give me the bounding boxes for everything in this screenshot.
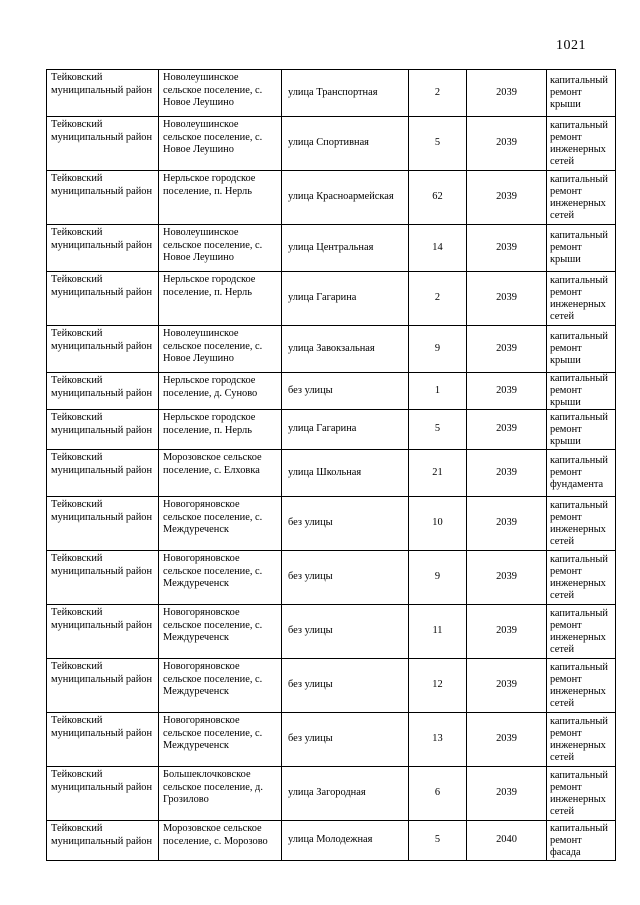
street-cell: без улицы [282, 659, 409, 713]
settlement-cell: Нерльское городское поселение, п. Нерль [159, 272, 282, 326]
work-type-cell: капитальный ремонт инженерных сетей [547, 117, 616, 171]
house-number-cell: 9 [409, 326, 467, 373]
street-cell: без улицы [282, 497, 409, 551]
settlement-cell: Нерльское городское поселение, п. Нерль [159, 410, 282, 450]
street-cell: без улицы [282, 551, 409, 605]
year-cell: 2039 [467, 171, 547, 225]
work-type-cell: капитальный ремонт инженерных сетей [547, 551, 616, 605]
district-cell: Тейковский муниципальный район [47, 821, 159, 861]
table-row [47, 497, 616, 551]
work-type-cell: капитальный ремонт фундамента [547, 450, 616, 497]
street-cell: улица Красноармейская [282, 171, 409, 225]
district-cell: Тейковский муниципальный район [47, 497, 159, 551]
district-cell: Тейковский муниципальный район [47, 373, 159, 410]
work-type-cell: капитальный ремонт фасада [547, 821, 616, 861]
work-type-cell: капитальный ремонт крыши [547, 326, 616, 373]
settlement-cell: Нерльское городское поселение, д. Суново [159, 373, 282, 410]
settlement-cell: Новогоряновское сельское поселение, с. Междуреченск [159, 551, 282, 605]
table-row [47, 450, 616, 497]
year-cell: 2039 [467, 605, 547, 659]
house-number-cell: 2 [409, 70, 467, 117]
year-cell: 2039 [467, 767, 547, 821]
table-row [47, 70, 616, 117]
house-number-cell: 10 [409, 497, 467, 551]
table-row [47, 272, 616, 326]
year-cell: 2039 [467, 70, 547, 117]
work-type-cell: капитальный ремонт инженерных сетей [547, 713, 616, 767]
house-number-cell: 1 [409, 373, 467, 410]
work-type-cell: капитальный ремонт крыши [547, 373, 616, 410]
street-cell: улица Завокзальная [282, 326, 409, 373]
house-number-cell: 12 [409, 659, 467, 713]
street-cell: без улицы [282, 373, 409, 410]
district-cell: Тейковский муниципальный район [47, 272, 159, 326]
street-cell: улица Загородная [282, 767, 409, 821]
settlement-cell: Новолеушинское сельское поселение, с. Новое Леушино [159, 70, 282, 117]
district-cell: Тейковский муниципальный район [47, 605, 159, 659]
year-cell: 2039 [467, 450, 547, 497]
house-number-cell: 62 [409, 171, 467, 225]
district-cell: Тейковский муниципальный район [47, 225, 159, 272]
settlement-cell: Новогоряновское сельское поселение, с. Междуреченск [159, 497, 282, 551]
house-number-cell: 6 [409, 767, 467, 821]
house-number-cell: 9 [409, 551, 467, 605]
district-cell: Тейковский муниципальный район [47, 450, 159, 497]
work-type-cell: капитальный ремонт крыши [547, 410, 616, 450]
settlement-cell: Новолеушинское сельское поселение, с. Новое Леушино [159, 326, 282, 373]
district-cell: Тейковский муниципальный район [47, 70, 159, 117]
year-cell: 2039 [467, 410, 547, 450]
work-type-cell: капитальный ремонт инженерных сетей [547, 659, 616, 713]
table-row [47, 713, 616, 767]
district-cell: Тейковский муниципальный район [47, 410, 159, 450]
district-cell: Тейковский муниципальный район [47, 767, 159, 821]
table-row [47, 605, 616, 659]
work-type-cell: капитальный ремонт инженерных сетей [547, 605, 616, 659]
year-cell: 2039 [467, 225, 547, 272]
table-body [47, 70, 616, 861]
house-number-cell: 21 [409, 450, 467, 497]
year-cell: 2039 [467, 497, 547, 551]
street-cell: без улицы [282, 713, 409, 767]
table-row [47, 821, 616, 861]
year-cell: 2039 [467, 373, 547, 410]
street-cell: улица Школьная [282, 450, 409, 497]
year-cell: 2039 [467, 659, 547, 713]
house-number-cell: 2 [409, 272, 467, 326]
district-cell: Тейковский муниципальный район [47, 117, 159, 171]
house-number-cell: 5 [409, 117, 467, 171]
house-number-cell: 5 [409, 821, 467, 861]
work-type-cell: капитальный ремонт инженерных сетей [547, 497, 616, 551]
house-number-cell: 14 [409, 225, 467, 272]
street-cell: без улицы [282, 605, 409, 659]
settlement-cell: Нерльское городское поселение, п. Нерль [159, 171, 282, 225]
table-row [47, 326, 616, 373]
house-number-cell: 11 [409, 605, 467, 659]
year-cell: 2039 [467, 551, 547, 605]
year-cell: 2039 [467, 272, 547, 326]
year-cell: 2039 [467, 117, 547, 171]
table-row [47, 551, 616, 605]
settlement-cell: Новогоряновское сельское поселение, с. Междуреченск [159, 605, 282, 659]
table-row [47, 225, 616, 272]
district-cell: Тейковский муниципальный район [47, 551, 159, 605]
work-type-cell: капитальный ремонт крыши [547, 225, 616, 272]
work-type-cell: капитальный ремонт инженерных сетей [547, 767, 616, 821]
year-cell: 2039 [467, 326, 547, 373]
table-row [47, 373, 616, 410]
repair-schedule-table [46, 69, 616, 861]
settlement-cell: Большеклочковское сельское поселение, д. Грозилово [159, 767, 282, 821]
work-type-cell: капитальный ремонт инженерных сетей [547, 171, 616, 225]
house-number-cell: 13 [409, 713, 467, 767]
house-number-cell: 5 [409, 410, 467, 450]
year-cell: 2039 [467, 713, 547, 767]
settlement-cell: Новогоряновское сельское поселение, с. Междуреченск [159, 713, 282, 767]
street-cell: улица Спортивная [282, 117, 409, 171]
street-cell: улица Гагарина [282, 272, 409, 326]
district-cell: Тейковский муниципальный район [47, 171, 159, 225]
table-row [47, 659, 616, 713]
work-type-cell: капитальный ремонт инженерных сетей [547, 272, 616, 326]
settlement-cell: Новолеушинское сельское поселение, с. Новое Леушино [159, 117, 282, 171]
settlement-cell: Морозовское сельское поселение, с. Морозово [159, 821, 282, 861]
table-row [47, 767, 616, 821]
street-cell: улица Молодежная [282, 821, 409, 861]
district-cell: Тейковский муниципальный район [47, 713, 159, 767]
table-row [47, 117, 616, 171]
page-number: 1021 [556, 38, 586, 53]
district-cell: Тейковский муниципальный район [47, 659, 159, 713]
street-cell: улица Транспортная [282, 70, 409, 117]
street-cell: улица Центральная [282, 225, 409, 272]
district-cell: Тейковский муниципальный район [47, 326, 159, 373]
table-row [47, 410, 616, 450]
year-cell: 2040 [467, 821, 547, 861]
work-type-cell: капитальный ремонт крыши [547, 70, 616, 117]
settlement-cell: Новогоряновское сельское поселение, с. Междуреченск [159, 659, 282, 713]
settlement-cell: Морозовское сельское поселение, с. Елховка [159, 450, 282, 497]
settlement-cell: Новолеушинское сельское поселение, с. Новое Леушино [159, 225, 282, 272]
table-row [47, 171, 616, 225]
street-cell: улица Гагарина [282, 410, 409, 450]
